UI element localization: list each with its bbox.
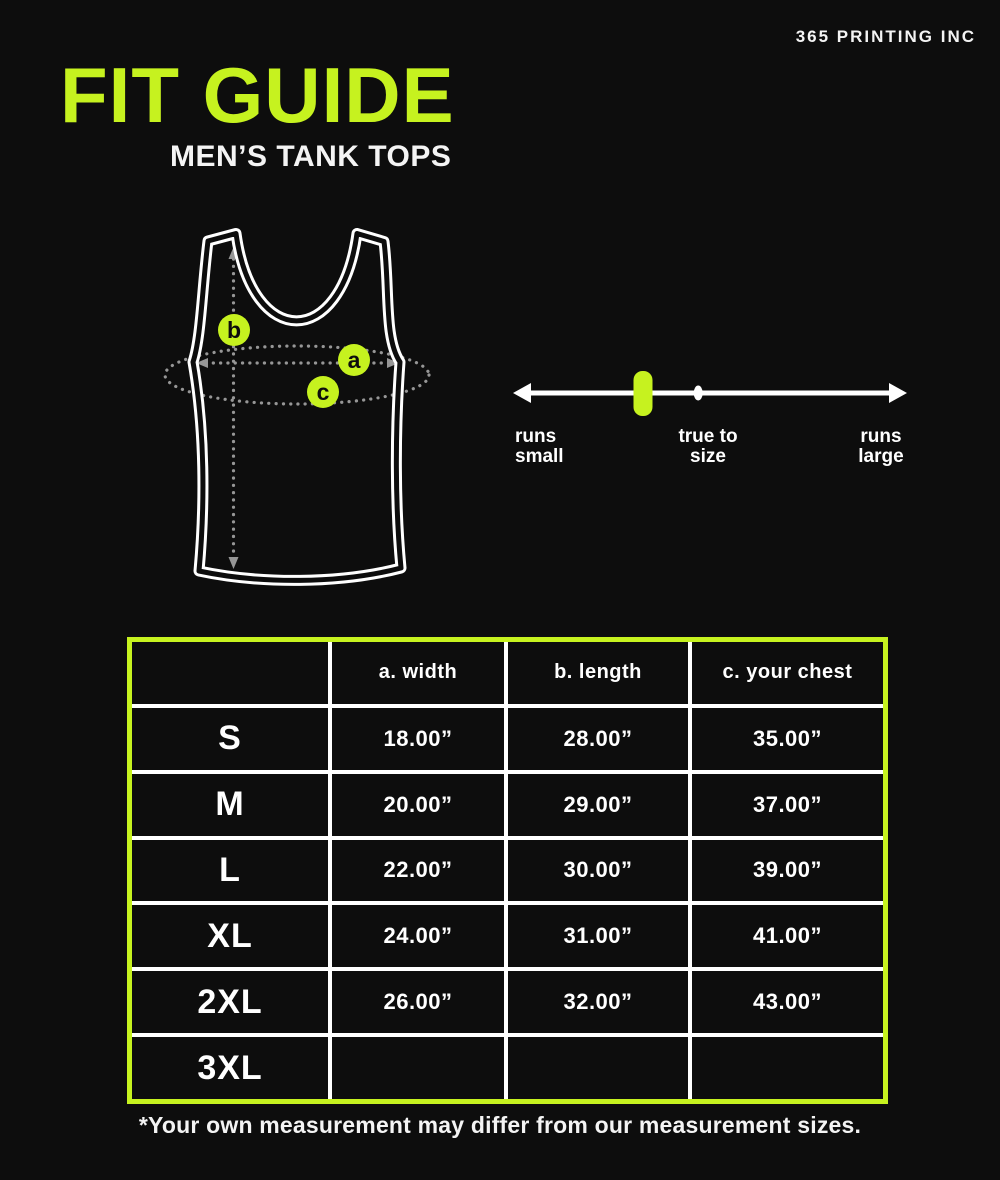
column-header-length: b. length	[508, 642, 688, 704]
size-label: 3XL	[132, 1037, 328, 1099]
marker-b	[218, 314, 250, 346]
marker-a-label: a	[347, 347, 361, 373]
chest-value	[692, 1037, 883, 1099]
column-header-chest: c. your chest	[692, 642, 883, 704]
column-header-blank	[132, 642, 328, 704]
size-label: S	[132, 708, 328, 770]
chest-measure-ellipse	[165, 346, 429, 404]
fit-scale-marker	[634, 371, 653, 416]
marker-c-label: c	[316, 379, 330, 405]
measure-arrowheads	[196, 247, 399, 569]
width-value: 20.00”	[332, 774, 504, 836]
width-value: 22.00”	[332, 840, 504, 902]
width-value: 24.00”	[332, 905, 504, 967]
scale-label-runs-large	[822, 427, 940, 467]
size-table	[127, 637, 888, 1104]
scale-label-line: runs	[860, 426, 902, 447]
chest-value: 41.00”	[692, 905, 883, 967]
scale-label-runs-small	[515, 427, 564, 467]
size-label: XL	[132, 905, 328, 967]
scale-label-true-to-size	[648, 427, 768, 467]
chest-value: 39.00”	[692, 840, 883, 902]
length-value: 28.00”	[508, 708, 688, 770]
marker-c	[307, 376, 339, 408]
width-value	[332, 1037, 504, 1099]
fit-scale-arrow	[513, 383, 907, 403]
true-to-size-dot	[694, 386, 703, 401]
column-header-width: a. width	[332, 642, 504, 704]
scale-label-line: size	[690, 446, 726, 467]
page-title: FIT GUIDE	[60, 51, 455, 139]
fit-scale	[505, 358, 915, 428]
scale-label-line: true to	[678, 426, 738, 447]
marker-a	[338, 344, 370, 376]
size-label: M	[132, 774, 328, 836]
brand-text: 365 PRINTING INC	[795, 27, 976, 46]
length-value: 29.00”	[508, 774, 688, 836]
chest-value: 37.00”	[692, 774, 883, 836]
size-label: 2XL	[132, 971, 328, 1033]
width-value: 26.00”	[332, 971, 504, 1033]
scale-label-line: runs	[515, 426, 557, 447]
length-value: 30.00”	[508, 840, 688, 902]
chest-value: 35.00”	[692, 708, 883, 770]
scale-label-line: small	[515, 446, 564, 467]
tank-diagram	[150, 225, 450, 597]
chest-value: 43.00”	[692, 971, 883, 1033]
footnote: *Your own measurement may differ from our measurement sizes.	[138, 1112, 862, 1138]
width-value: 18.00”	[332, 708, 504, 770]
page-subtitle: MEN’S TANK TOPS	[170, 140, 452, 173]
size-label: L	[132, 840, 328, 902]
length-value: 32.00”	[508, 971, 688, 1033]
length-value	[508, 1037, 688, 1099]
tank-top-outline	[193, 234, 401, 581]
scale-label-line: large	[858, 446, 904, 467]
length-value: 31.00”	[508, 905, 688, 967]
marker-b-label: b	[226, 317, 242, 343]
